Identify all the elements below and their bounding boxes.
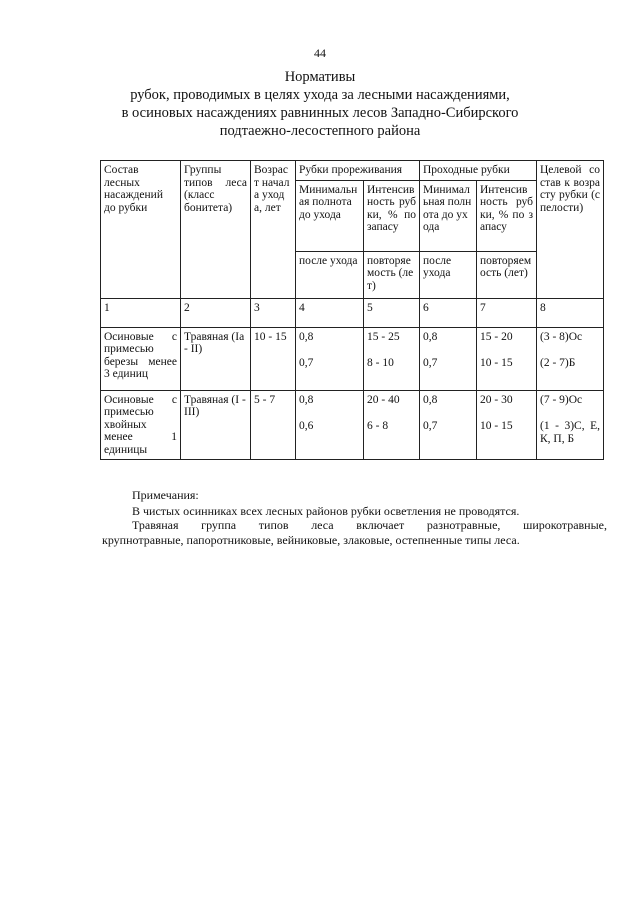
title-line: подтаежно-лесостепного района <box>219 123 421 139</box>
value-before: 0,8 <box>299 393 314 406</box>
cell-age: 10 - 15 <box>251 327 296 390</box>
header-thinning: Рубки прореживания <box>296 161 420 181</box>
header-composition: Состав лесных насаждений до рубки <box>101 161 181 299</box>
value-repeat: 6 - 8 <box>367 420 389 432</box>
value-target: (1 - 3)С, Е, К, П, Б <box>540 420 600 445</box>
cell-forest-type: Травяная (I - III) <box>181 390 251 460</box>
value-before: 0,8 <box>299 330 314 343</box>
header-thinning-intensity: Интенсивность рубки, % по запасу <box>364 180 420 251</box>
cell-passing-intensity <box>477 327 537 390</box>
cell-composition: Осиновые с примесью хвойных менее 1 единицы <box>101 390 181 460</box>
value-repeat: 8 - 10 <box>367 357 394 369</box>
column-number: 5 <box>364 298 420 327</box>
value-before: 0,8 <box>423 330 438 343</box>
note-line: Травяная группа типов леса включает разнотравные, широкотравные, <box>132 518 607 532</box>
header-passing-repeat: повторяемость (лет) <box>477 251 537 298</box>
cell-thinning-density <box>296 390 364 460</box>
cell-passing-intensity <box>477 390 537 460</box>
title-line: Нормативы <box>284 69 356 85</box>
table-row <box>101 390 604 460</box>
cell-forest-type: Травяная (Ia - II) <box>181 327 251 390</box>
column-numbers-row <box>101 298 604 327</box>
note-line: В чистых осинниках всех лесных районов рубки осветления не проводятся. <box>132 503 520 518</box>
header-passing: Проходные рубки <box>420 161 537 181</box>
column-number: 6 <box>420 298 477 327</box>
column-number: 4 <box>296 298 364 327</box>
table-row <box>101 327 604 390</box>
header-target-composition: Целевой состав к возрасту рубки (спелости) <box>537 161 604 299</box>
value-target: (2 - 7)Б <box>540 357 576 369</box>
header-thinning-after: после ухода <box>296 251 364 298</box>
cell-target-composition <box>537 390 604 460</box>
column-number: 3 <box>251 298 296 327</box>
value-repeat: 10 - 15 <box>480 357 513 369</box>
cell-composition: Осиновые с примесью березы менее 3 единиц <box>101 327 181 390</box>
title-line: в осиновых насаждениях равнинных лесов Западно-Сибирского <box>121 105 519 121</box>
cell-thinning-intensity <box>364 327 420 390</box>
header-thinning-repeat: повторяемость (лет) <box>364 251 420 298</box>
header-forest-type: Группы типов леса (класс бонитета) <box>181 161 251 299</box>
cell-passing-density <box>420 390 477 460</box>
header-passing-after: после ухода <box>420 251 477 298</box>
header-row <box>101 161 604 181</box>
cell-target-composition <box>537 327 604 390</box>
header-passing-intensity: Интенсивность рубки, % по запасу <box>477 180 537 251</box>
norms-table <box>100 160 604 460</box>
value-intensity: 15 - 25 <box>367 330 400 343</box>
title-line: рубок, проводимых в целях ухода за лесными насаждениями, <box>130 87 510 103</box>
column-number: 1 <box>101 298 181 327</box>
header-age: Возраст начала ухода, лет <box>251 161 296 299</box>
value-target: (7 - 9)Ос <box>540 393 583 406</box>
column-number: 8 <box>537 298 604 327</box>
value-after: 0,7 <box>423 357 438 369</box>
value-after: 0,7 <box>423 420 438 432</box>
value-repeat: 10 - 15 <box>480 420 513 432</box>
cell-age: 5 - 7 <box>251 390 296 460</box>
cell-thinning-intensity <box>364 390 420 460</box>
header-passing-min-density: Минимальная полнота до ухода <box>420 180 477 251</box>
notes-heading: Примечания: <box>132 488 199 502</box>
value-after: 0,7 <box>299 357 314 369</box>
page-number: 44 <box>314 46 326 60</box>
note-line: крупнотравные, папоротниковые, вейниковые, злаковые, остепненные типы леса. <box>102 532 520 547</box>
header-thinning-min-density: Минимальная полнота до ухода <box>296 180 364 251</box>
notes-section <box>102 488 607 547</box>
cell-passing-density <box>420 327 477 390</box>
value-intensity: 20 - 30 <box>480 393 513 406</box>
document-title <box>90 68 550 140</box>
value-before: 0,8 <box>423 393 438 406</box>
value-intensity: 15 - 20 <box>480 330 513 343</box>
column-number: 2 <box>181 298 251 327</box>
column-number: 7 <box>477 298 537 327</box>
value-intensity: 20 - 40 <box>367 393 400 406</box>
value-after: 0,6 <box>299 420 314 432</box>
value-target: (3 - 8)Ос <box>540 330 583 343</box>
cell-thinning-density <box>296 327 364 390</box>
